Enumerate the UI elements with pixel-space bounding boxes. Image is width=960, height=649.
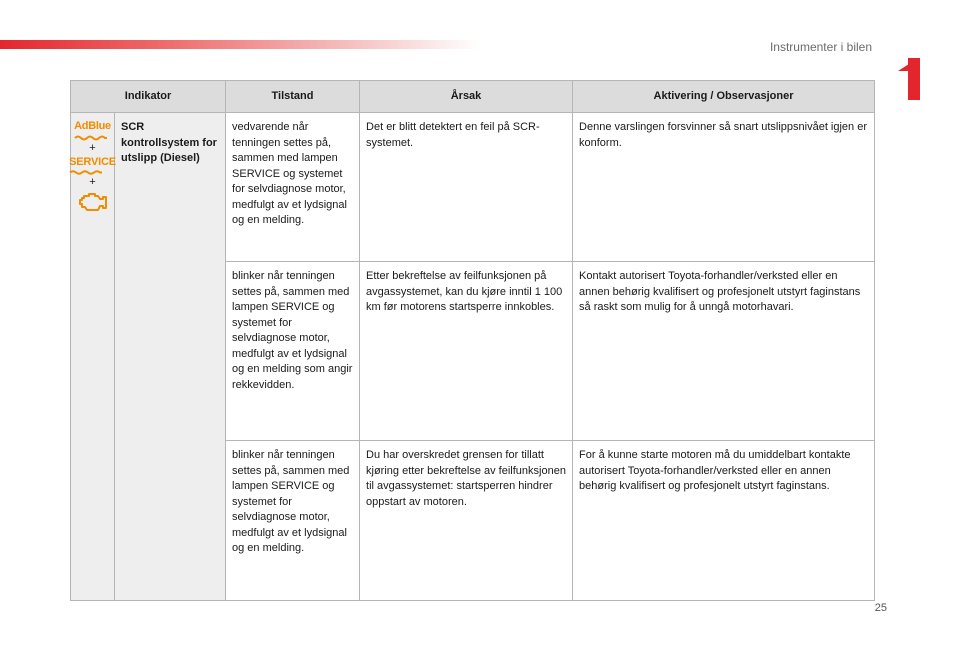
condition-cell: vedvarende når tenningen settes på, sammen med lampen SERVICE og systemet for selvdiagnose motor, medfulgt av et lydsignal og en melding.	[226, 113, 360, 262]
table-row	[71, 113, 875, 262]
col-header-arsak: Årsak	[360, 81, 573, 113]
table-header-row	[71, 81, 875, 113]
cause-cell: Det er blitt detektert en feil på SCR-systemet.	[360, 113, 573, 262]
action-cell: For å kunne starte motoren må du umiddelbart kontakte autorisert Toyota-forhandler/verksted eller en annen behørig kvalifisert og profesjonelt utstyrt faginstans.	[573, 441, 875, 601]
condition-cell: blinker når tenningen settes på, sammen med lampen SERVICE og systemet for selvdiagnose motor, medfulgt av et lydsignal og en melding som angir rekkevidden.	[226, 262, 360, 441]
indicator-icons-cell	[71, 113, 115, 601]
cause-cell: Etter bekreftelse av feilfunksjonen på avgassystemet, kan du kjøre inntil 1 100 km før motorens startsperre innkobles.	[360, 262, 573, 441]
header-gradient-bar	[0, 40, 480, 49]
adblue-icon: AdBlue	[74, 119, 111, 141]
indicator-table	[70, 80, 875, 601]
page-number: 25	[874, 602, 887, 614]
engine-check-icon	[78, 192, 108, 214]
col-header-aktivering: Aktivering / Observasjoner	[573, 81, 875, 113]
action-cell: Kontakt autorisert Toyota-forhandler/verksted eller en annen behørig kvalifisert og profesjonelt utstyrt faginstans så raskt som mulig for å unngå motorhavari.	[573, 262, 875, 441]
condition-cell: blinker når tenningen settes på, sammen med lampen SERVICE og systemet for selvdiagnose motor, medfulgt av et lydsignal og en melding.	[226, 441, 360, 601]
section-title: Instrumenter i bilen	[769, 40, 872, 54]
col-header-indikator: Indikator	[71, 81, 226, 113]
chapter-number-mark	[898, 58, 920, 100]
col-header-tilstand: Tilstand	[226, 81, 360, 113]
action-cell: Denne varslingen forsvinner så snart utslippsnivået igjen er konform.	[573, 113, 875, 262]
plus-sign: +	[89, 176, 96, 188]
indicator-name: SCR kontrollsystem for utslipp (Diesel)	[115, 113, 226, 601]
plus-sign: +	[89, 141, 96, 154]
service-icon: SERVICE	[69, 155, 116, 176]
cause-cell: Du har overskredet grensen for tillatt kjøring etter bekreftelse av feilfunksjonen til avgassystemet: startsperren hindrer oppstart av motoren.	[360, 441, 573, 601]
